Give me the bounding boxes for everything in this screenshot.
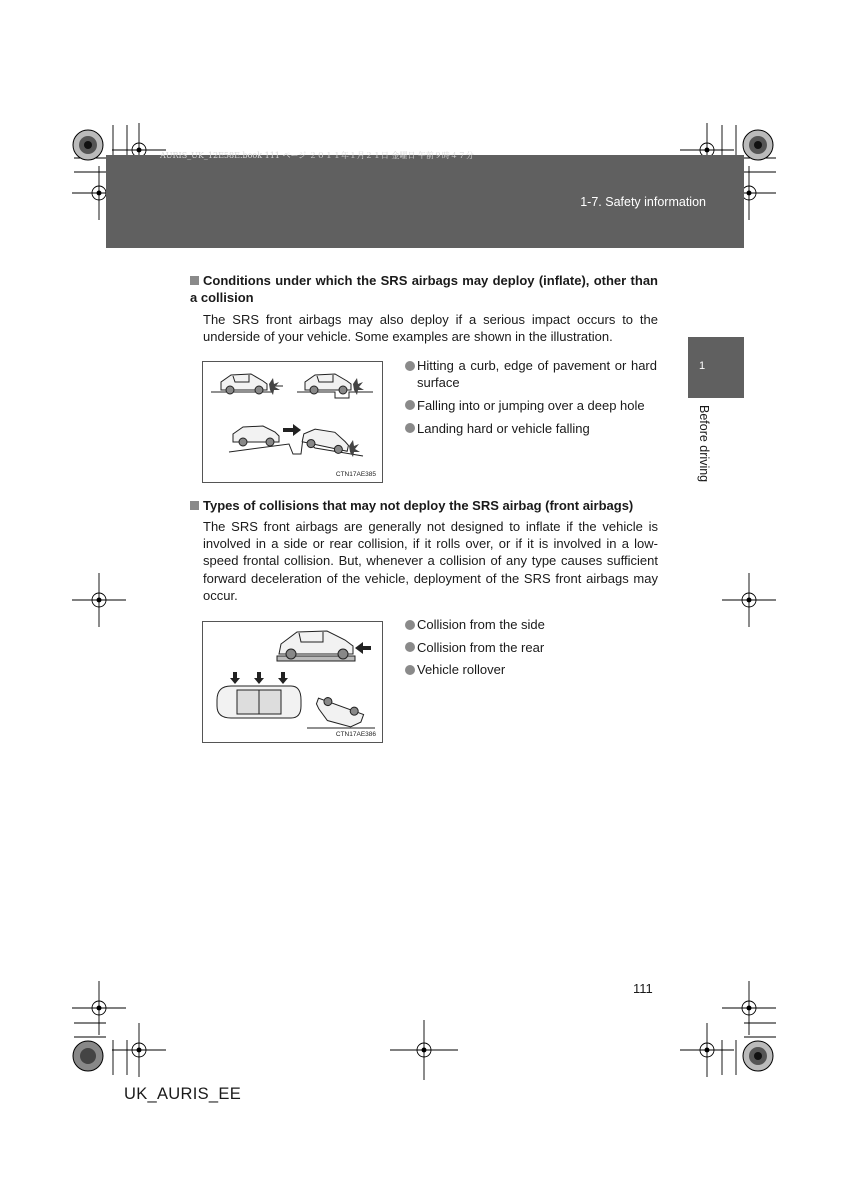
bullet-dot-icon	[405, 665, 415, 675]
bullet-dot-icon	[405, 423, 415, 433]
collision-types-illustration-icon	[203, 622, 382, 742]
list-item-text: Collision from the side	[417, 617, 545, 632]
bullet-dot-icon	[405, 642, 415, 652]
bullet-list-non-deploy	[405, 616, 657, 684]
chapter-number: 1	[699, 360, 706, 372]
square-bullet-icon	[190, 501, 199, 510]
list-item-text: Vehicle rollover	[417, 662, 506, 678]
print-meta-line: AURIS_UK_12E58E.book 111 ページ ２０１１年１月２１日 金曜日 午前９時４７分	[160, 151, 474, 160]
heading-text: Conditions under which the SRS airbags may deploy (inflate), other than a collision	[190, 273, 658, 305]
figure-code: CTN17AE386	[335, 731, 376, 738]
section-title: 1-7. Safety information	[580, 195, 706, 209]
list-item	[405, 397, 657, 414]
heading-text: Types of collisions that may not deploy the SRS airbag (front airbags)	[203, 498, 634, 513]
section-body-non-deploy-collisions: The SRS front airbags are generally not designed to inflate if the vehicle is involved in a side or rear collision, if it rolls over, or if it is involved in a low-speed frontal collision. But, whenever a collision of any type causes sufficient forward deceleration of the vehicle, deployment of the SRS front airbags may occur.	[203, 519, 658, 603]
bullet-list-non-collision	[405, 357, 657, 442]
section-heading-non-collision-deploy	[190, 272, 658, 306]
bullet-dot-icon	[405, 400, 415, 410]
illustration-curb-hole-landing	[202, 361, 383, 483]
chapter-label: Before driving	[697, 405, 711, 483]
list-item	[405, 616, 657, 633]
illustration-side-rear-rollover	[202, 621, 383, 743]
footer-code: UK_AURIS_EE	[124, 1085, 242, 1103]
list-item-text: Hitting a curb, edge of pavement or hard surface	[417, 358, 657, 391]
list-item-text: Collision from the rear	[417, 639, 545, 655]
list-item-text: Falling into or jumping over a deep hole	[417, 397, 645, 413]
list-item	[405, 661, 657, 678]
figure-code: CTN17AE385	[335, 471, 376, 478]
car-impact-illustration-icon	[203, 362, 382, 482]
square-bullet-icon	[190, 276, 199, 285]
section-body-non-collision-deploy: The SRS front airbags may also deploy if a serious impact occurs to the underside of your vehicle. Some examples are shown in the illustration.	[203, 312, 658, 345]
bullet-dot-icon	[405, 620, 415, 630]
list-item	[405, 420, 657, 437]
page-number: 111	[633, 981, 653, 996]
bullet-dot-icon	[405, 361, 415, 371]
section-heading-non-deploy-collisions	[190, 497, 658, 514]
list-item-text: Landing hard or vehicle falling	[417, 420, 590, 436]
list-item	[405, 357, 657, 391]
list-item	[405, 639, 657, 656]
chapter-tab	[688, 337, 744, 398]
